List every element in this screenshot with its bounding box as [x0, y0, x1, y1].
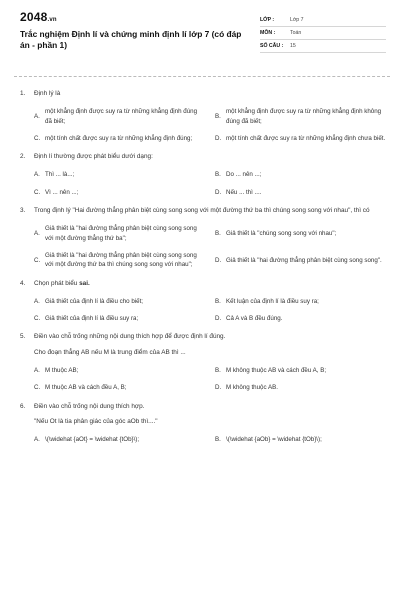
option-letter: C. [34, 384, 41, 392]
option-text: Giả thiết là "hai đường thẳng phân biệt cùng song song". [226, 256, 382, 264]
question-text [34, 279, 386, 288]
option-letter: D. [215, 256, 222, 264]
question-text: Định lí thường được phát biểu dưới dạng: [34, 153, 153, 161]
meta-table [260, 14, 386, 68]
option-c[interactable] [34, 188, 205, 197]
option-letter: B. [215, 112, 221, 120]
option-b[interactable] [215, 107, 386, 126]
option-d[interactable] [215, 383, 386, 392]
option-letter: A. [34, 112, 40, 120]
option-letter: A. [34, 366, 40, 374]
question-number: 4. [20, 279, 26, 287]
question-text-emphasis: sai. [79, 279, 90, 287]
option-text: Giả thiết của định lí là điều suy ra; [45, 315, 139, 323]
meta-value: Toán [290, 30, 302, 36]
option-text: \(\widehat {aOb} = \widehat {tOb}\); [226, 436, 322, 444]
option-letter: D. [215, 134, 222, 142]
question-text: Định lý là [34, 90, 61, 97]
option-text: Vì ... nên ...; [45, 188, 79, 196]
meta-label: SỐ CÂU : [260, 43, 284, 49]
option-letter: B. [215, 366, 221, 374]
option-d[interactable] [215, 188, 386, 197]
question-3 [20, 206, 386, 269]
option-letter: C. [34, 188, 41, 196]
question-number: 5. [20, 333, 26, 341]
question-number: 6. [20, 402, 26, 410]
option-letter: C. [34, 256, 41, 264]
answer-options [20, 297, 386, 324]
option-text: M không thuộc AB. [226, 384, 278, 392]
question-list [20, 89, 386, 444]
logo-main: 2048 [20, 10, 48, 24]
option-d[interactable] [215, 314, 386, 323]
option-d[interactable] [215, 251, 386, 270]
question-2 [20, 152, 386, 197]
option-text: Nếu ... thì .... [226, 188, 262, 196]
meta-value: 15 [290, 43, 296, 49]
question-text-prefix: Chọn phát biểu [34, 279, 80, 287]
option-letter: C. [34, 315, 41, 323]
question-context: Cho đoạn thẳng AB nếu M là trung điểm của AB thì ... [34, 348, 186, 356]
option-text: một khẳng định được suy ra từ những khẳng định không đúng đã biết; [226, 108, 382, 125]
answer-options [20, 170, 386, 197]
option-letter: B. [215, 297, 221, 305]
option-b[interactable] [215, 297, 386, 306]
option-text: Cả A và B đều đúng. [226, 315, 283, 323]
option-letter: A. [34, 436, 40, 444]
question-text: Điền vào chỗ trống nội dung thích hợp. [34, 402, 145, 410]
option-text: M không thuộc AB và cách đều A, B; [226, 366, 327, 374]
meta-row-grade [260, 14, 386, 27]
option-letter: B. [215, 436, 221, 444]
answer-options [20, 107, 386, 143]
question-text: Trong định lý "Hai đường thẳng phân biệt cùng song song với một đường thứ ba thì chúng song song với nhau", thì có [34, 207, 370, 215]
option-letter: A. [34, 297, 40, 305]
option-letter: D. [215, 315, 222, 323]
question-number: 1. [20, 90, 26, 97]
option-c[interactable] [34, 383, 205, 392]
option-text: M thuộc AB và cách đều A, B; [45, 384, 127, 392]
answer-options [20, 224, 386, 269]
option-b[interactable] [215, 366, 386, 375]
meta-label: LỚP : [260, 17, 275, 23]
option-letter: B. [215, 229, 221, 237]
option-text: Do ... nên ...; [226, 171, 262, 179]
option-c[interactable] [34, 134, 205, 143]
option-letter: D. [215, 188, 222, 196]
option-text: Giả thiết là "hai đường thẳng phân biệt cùng song song với một đường thứ ba thì chúng song song với nhau"; [45, 251, 197, 269]
option-c[interactable] [34, 314, 205, 323]
option-letter: B. [215, 171, 221, 179]
option-text: M thuộc AB; [45, 366, 79, 374]
option-b[interactable] [215, 170, 386, 179]
option-letter: A. [34, 229, 40, 237]
option-a[interactable] [34, 107, 205, 126]
option-b[interactable] [215, 435, 386, 444]
option-text: Giả thiết là "hai đường thẳng phân biệt cùng song song với một đường thẳng thứ ba"; [45, 225, 197, 242]
option-letter: D. [215, 384, 222, 392]
option-text: Kết luận của định lí là điều suy ra; [226, 297, 319, 305]
logo-sub: .vn [47, 17, 57, 23]
question-5 [20, 332, 386, 392]
option-a[interactable] [34, 366, 205, 375]
option-d[interactable] [215, 134, 386, 143]
option-text: một tính chất được suy ra từ những khẳng định chưa biết. [226, 134, 386, 142]
option-a[interactable] [34, 224, 205, 243]
site-logo[interactable] [20, 10, 252, 24]
option-b[interactable] [215, 224, 386, 243]
question-number: 3. [20, 207, 26, 215]
meta-row-subject [260, 27, 386, 40]
meta-value: Lớp 7 [290, 17, 304, 23]
question-text: Điền vào chỗ trống những nội dung thích hợp để được định lí đúng. [34, 333, 226, 341]
question-1 [20, 89, 386, 143]
option-text: \(\widehat {aOt} = \widehat {tOb}\); [45, 436, 140, 444]
header-divider [14, 76, 390, 77]
option-a[interactable] [34, 435, 205, 444]
option-a[interactable] [34, 297, 205, 306]
option-c[interactable] [34, 251, 205, 270]
question-4 [20, 279, 386, 324]
option-text: Giả thiết của định lí là điều cho biết; [45, 297, 144, 305]
question-6 [20, 402, 386, 445]
question-context: "Nếu Ot là tia phân giác của góc aOb thì...." [34, 417, 158, 425]
option-letter: A. [34, 171, 40, 179]
document-title: Trắc nghiệm Định lí và chứng minh định lí lớp 7 (có đáp án - phần 1) [20, 29, 242, 50]
option-a[interactable] [34, 170, 205, 179]
option-text: Thì ... là...; [45, 171, 75, 179]
meta-label: MÔN : [260, 30, 276, 36]
question-number: 2. [20, 153, 26, 161]
meta-row-count [260, 40, 386, 53]
header [20, 8, 386, 68]
option-letter: C. [34, 134, 41, 142]
answer-options [20, 366, 386, 393]
answer-options [20, 435, 386, 444]
option-text: một khẳng định được suy ra từ những khẳng định đúng đã biết; [45, 108, 198, 125]
option-text: Giả thiết là "chúng song song với nhau"; [226, 229, 337, 237]
option-text: một tính chất được suy ra từ những khẳng định đúng; [45, 134, 193, 142]
header-left [20, 8, 252, 68]
